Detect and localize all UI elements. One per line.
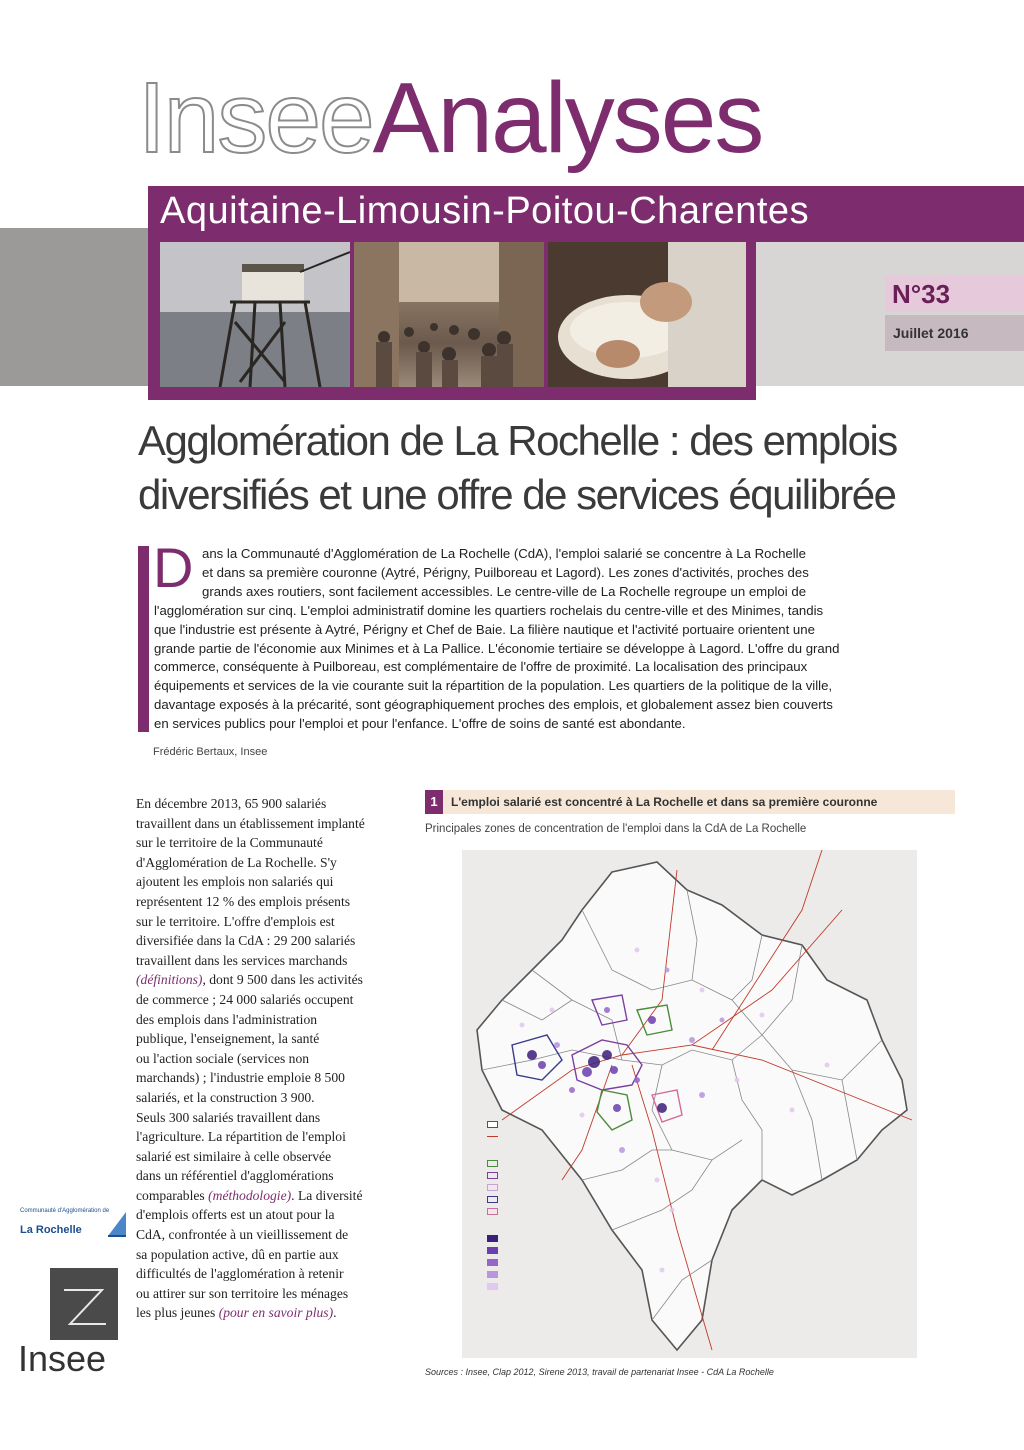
article-headline (138, 414, 898, 522)
body-line: ou l'action sociale (services non (136, 1050, 310, 1066)
body-text-fragment: , dont 9 500 dans les activités (202, 972, 363, 988)
body-line (136, 970, 399, 990)
insee-logo-text: Insee (18, 1338, 107, 1379)
cover-photos (148, 242, 756, 400)
body-column (136, 794, 399, 1323)
brand-analyses: Analyses (372, 62, 763, 174)
masthead-issue-panel (755, 242, 1024, 386)
legend-item (487, 1169, 607, 1181)
body-line: En décembre 2013, 65 900 salariés (136, 796, 327, 811)
legend-item (487, 1130, 607, 1142)
abstract-line: ans la Communauté d'Agglomération de La Rochelle (CdA), l'emploi salarié se concentre à La Rochelle (202, 546, 806, 561)
legend-item (487, 1118, 607, 1130)
body-line: ou attirer sur son territoire les ménages (136, 1285, 349, 1301)
abstract-line: l'agglomération sur cinq. L'emploi administratif domine les quartiers rochelais du centre-ville et des Minimes, tandis (154, 602, 824, 618)
body-line: CdA, confrontée à un vieillissement de (136, 1227, 349, 1243)
body-line: des emplois dans l'administration (136, 1011, 318, 1027)
body-line: ajoutent les emplois non salariés qui (136, 874, 334, 890)
legend-item (487, 1232, 607, 1244)
body-line: marchands) ; l'industrie emploie 8 500 (136, 1070, 345, 1086)
body-line: sur le territoire de la Communauté (136, 835, 323, 851)
headline-line-1: Agglomération de La Rochelle : des emplois (138, 417, 897, 464)
legend-item (487, 1157, 607, 1169)
body-line: l'agriculture. La répartition de l'emploi (136, 1129, 346, 1145)
body-text-fragment: comparables (136, 1187, 209, 1203)
legend-item (487, 1268, 607, 1280)
body-line: sa population active, dû en partie aux (136, 1246, 339, 1262)
legend-header (487, 1145, 607, 1157)
methodology-link[interactable]: (méthodologie) (208, 1187, 292, 1203)
body-line: d'emplois offerts est un atout pour la (136, 1207, 335, 1223)
body-text-fragment: . La diversité (291, 1187, 363, 1203)
brand-insee: Insee (138, 62, 373, 174)
author-byline: Frédéric Bertaux, Insee (153, 746, 268, 758)
headline-line-2: diversifiés et une offre de services équilibrée (138, 471, 896, 518)
body-line: travaillent dans les services marchands (136, 952, 348, 968)
body-text-fragment: . (333, 1305, 337, 1321)
figure-subtitle: Principales zones de concentration de l'emploi dans la CdA de La Rochelle (425, 823, 807, 835)
issue-number: N°33 (892, 279, 951, 309)
abstract-accent-bar (138, 546, 149, 732)
legend-item (487, 1256, 607, 1268)
abstract-line: davantage exposés à la précarité, sont géographiquement proches des emplois, et globalement assez bien couverts (154, 697, 833, 713)
abstract-line: que l'industrie est présente à Aytré, Périgny et Chef de Baie. La filière nautique et l'activité portuaire orientent une (154, 621, 815, 637)
abstract-dropcap: D (153, 536, 194, 599)
abstract-line: commerce, conséquente à Puilboreau, est complémentaire de l'offre de proximité. La localisation des principaux (154, 659, 808, 675)
figure-number: 1 (425, 790, 443, 814)
body-line: diversifiée dans la CdA : 29 200 salariés (136, 933, 356, 949)
abstract (154, 545, 954, 734)
body-line (136, 1186, 399, 1206)
abstract-line: et dans sa première couronne (Aytré, Périgny, Puilboreau et Lagord). Les zones d'activités, proches des (202, 564, 809, 580)
legend-item (487, 1244, 607, 1256)
photo-craftsman-wheel (548, 242, 746, 387)
legend-item (487, 1280, 607, 1292)
abstract-line: grands axes routiers, sont facilement accessibles. Le centre-ville de La Rochelle regroupe un emploi de (202, 583, 807, 599)
abstract-line: grande partie de l'économie aux Minimes et à La Pallice. L'économie tertiaire se développe à Lagord. L'offre du grand (154, 640, 840, 656)
figure-title: L'emploi salarié est concentré à La Rochelle et dans sa première couronne (451, 795, 878, 809)
publication-title (138, 62, 763, 174)
map-legend (487, 1118, 607, 1292)
cda-la-rochelle-logo (20, 1208, 128, 1242)
body-line: Seuls 300 salariés travaillent dans (136, 1109, 321, 1125)
cda-logo-name: La Rochelle (20, 1224, 82, 1236)
legend-header (487, 1220, 607, 1232)
figure-source: Sources : Insee, Clap 2012, Sirene 2013, travail de partenariat Insee - CdA La Rochelle (425, 1367, 774, 1377)
photo-fishing-hut (160, 242, 350, 387)
body-line: de commerce ; 24 000 salariés occupent (136, 991, 354, 1007)
body-line: difficultés de l'agglomération à retenir (136, 1266, 344, 1282)
abstract-line: équipements et services de la vie courante suit la répartition de la population. Les quartiers de la politique de la ville, (154, 678, 833, 694)
issue-date: Juillet 2016 (893, 325, 969, 341)
legend-item (487, 1193, 607, 1205)
read-more-link[interactable]: (pour en savoir plus) (218, 1305, 334, 1321)
body-line: publique, l'enseignement, la santé (136, 1031, 320, 1047)
body-text-fragment: les plus jeunes (136, 1305, 219, 1321)
body-line (136, 1303, 399, 1323)
body-line: salarié est similaire à celle observée (136, 1148, 332, 1164)
body-line: travaillent dans un établissement implanté (136, 815, 365, 831)
legend-item (487, 1205, 607, 1217)
body-line: d'Agglomération de La Rochelle. S'y (136, 854, 337, 870)
insee-logo-mark (50, 1268, 118, 1340)
cda-logo-small-text: Communauté d'Agglomération de (20, 1208, 110, 1214)
definitions-link[interactable]: (définitions) (136, 972, 203, 988)
sail-icon (106, 1210, 128, 1238)
body-line: représentent 12 % des emplois présents (136, 893, 351, 909)
photo-street-crowd (354, 242, 544, 387)
region-name: Aquitaine-Limousin-Poitou-Charentes (160, 190, 810, 232)
body-line: dans un référentiel d'agglomérations (136, 1168, 334, 1184)
body-line: sur le territoire. L'offre d'emplois est (136, 913, 335, 929)
body-line: salariés, et la construction 3 900. (136, 1089, 315, 1105)
legend-item (487, 1181, 607, 1193)
abstract-line: en services publics pour l'emploi et pour l'enfance. L'offre de soins de santé est abondante. (154, 716, 686, 732)
